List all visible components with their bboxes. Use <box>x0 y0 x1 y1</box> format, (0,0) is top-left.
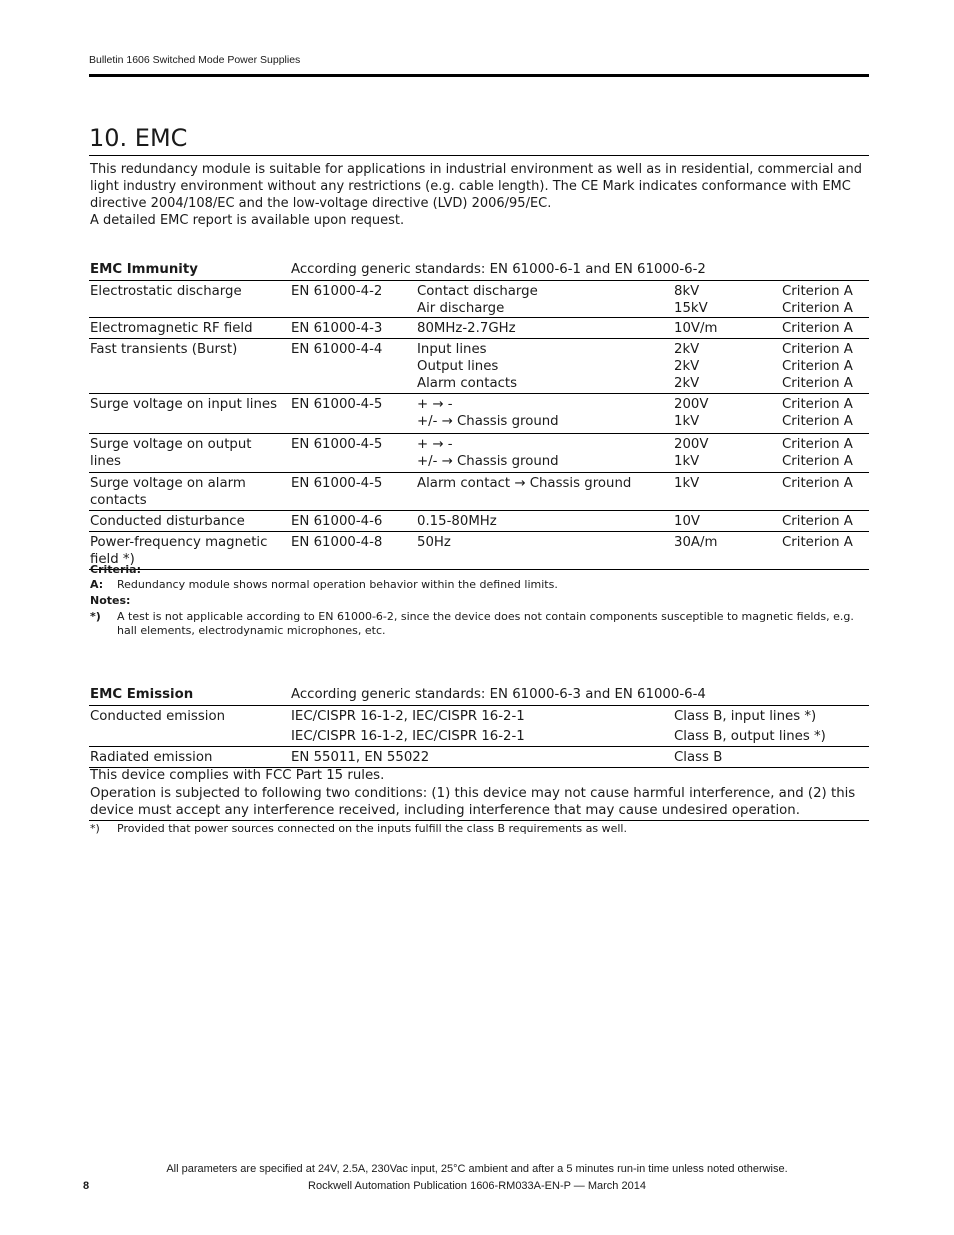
test-condition: Contact discharge Air discharge <box>417 284 538 316</box>
intro-paragraph: A detailed EMC report is available upon request. <box>90 213 405 228</box>
table-row <box>89 434 869 473</box>
immunity-label: EMC Immunity <box>90 262 198 277</box>
test-name: Surge voltage on output lines <box>90 437 252 469</box>
test-condition: 50Hz <box>417 535 451 550</box>
test-condition: 80MHz-2.7GHz <box>417 321 516 336</box>
test-level: 200V 1kV <box>674 397 709 429</box>
criteria-label: Criteria: <box>90 563 142 576</box>
emission-note-text: Provided that power sources connected on the inputs fulfill the class B requirements as well. <box>117 822 627 835</box>
fcc-conditions: Operation is subjected to following two conditions: (1) this device may not cause harmful interference, and (2) this device must accept any interference received, including interference that may cause undesired operation. <box>90 786 856 818</box>
page-number: 8 <box>83 1180 90 1192</box>
emission-standard: IEC/CISPR 16-1-2, IEC/CISPR 16-2-1 <box>291 709 525 724</box>
emission-standard: EN 55011, EN 55022 <box>291 750 430 765</box>
table-row <box>89 726 869 747</box>
test-level: 1kV <box>674 476 700 491</box>
emission-bottom-rule <box>89 820 869 821</box>
intro-text <box>90 161 870 229</box>
emission-test: Radiated emission <box>90 750 213 765</box>
emission-result: Class B, input lines *) <box>674 709 817 724</box>
test-name: Surge voltage on alarm contacts <box>90 476 246 508</box>
table-row <box>89 281 869 318</box>
test-condition: Alarm contact → Chassis ground <box>417 476 632 491</box>
fcc-line: This device complies with FCC Part 15 rules. <box>90 768 385 783</box>
emission-test: Conducted emission <box>90 709 226 724</box>
table-row <box>89 473 869 511</box>
test-standard: EN 61000-4-2 <box>291 284 383 299</box>
emission-label: EMC Emission <box>90 687 194 702</box>
emission-note-key: *) <box>90 822 100 835</box>
footer-publication: Rockwell Automation Publication 1606-RM033A-EN-P — March 2014 <box>308 1180 646 1192</box>
test-standard: EN 61000-4-4 <box>291 342 383 357</box>
running-header: Bulletin 1606 Switched Mode Power Supplies <box>89 54 301 66</box>
test-name: Surge voltage on input lines <box>90 397 278 412</box>
test-criterion: Criterion A <box>782 535 853 550</box>
test-condition: Input lines Output lines Alarm contacts <box>417 342 518 391</box>
test-criterion: Criterion A Criterion A <box>782 397 853 429</box>
test-criterion: Criterion A Criterion A <box>782 284 853 316</box>
test-name: Power-frequency magnetic field *) <box>90 535 268 567</box>
emission-result: Class B, output lines *) <box>674 729 826 744</box>
emission-standards: According generic standards: EN 61000-6-3 and EN 61000-6-4 <box>291 687 706 702</box>
table-row <box>89 706 869 726</box>
table-row <box>89 318 869 339</box>
emission-result: Class B <box>674 750 723 765</box>
test-condition: 0.15-80MHz <box>417 514 497 529</box>
emc-immunity-table <box>89 261 869 570</box>
notes-label: Notes: <box>90 594 131 607</box>
table-row <box>89 747 869 768</box>
table-header-row <box>89 686 869 706</box>
table-row <box>89 394 869 434</box>
footer-params: All parameters are specified at 24V, 2.5A, 230Vac input, 25°C ambient and after a 5 minutes run-in time unless noted otherwise. <box>166 1163 788 1175</box>
test-standard: EN 61000-4-8 <box>291 535 383 550</box>
test-criterion: Criterion A <box>782 476 853 491</box>
notes-key: *) <box>90 610 101 623</box>
criteria-text: Redundancy module shows normal operation behavior within the defined limits. <box>117 578 558 591</box>
notes-text: A test is not applicable according to EN 61000-6-2, since the device does not contain components susceptible to magnetic fields, e.g. hall elements, electrodynamic microphones, etc. <box>117 610 854 637</box>
test-standard: EN 61000-4-5 <box>291 397 383 412</box>
section-title: 10. EMC <box>89 124 188 152</box>
table-row <box>89 532 869 570</box>
test-standard: EN 61000-4-3 <box>291 321 383 336</box>
test-level: 10V <box>674 514 701 529</box>
test-level: 30A/m <box>674 535 718 550</box>
criteria-key: A: <box>90 578 104 591</box>
immunity-standards: According generic standards: EN 61000-6-1 and EN 61000-6-2 <box>291 262 706 277</box>
test-name: Electromagnetic RF field <box>90 321 253 336</box>
test-standard: EN 61000-4-5 <box>291 476 383 491</box>
table-row <box>89 339 869 394</box>
test-level: 200V 1kV <box>674 437 709 469</box>
test-name: Electrostatic discharge <box>90 284 242 299</box>
test-criterion: Criterion A <box>782 321 853 336</box>
test-standard: EN 61000-4-6 <box>291 514 383 529</box>
emission-standard: IEC/CISPR 16-1-2, IEC/CISPR 16-2-1 <box>291 729 525 744</box>
test-level: 10V/m <box>674 321 718 336</box>
test-criterion: Criterion A Criterion A Criterion A <box>782 342 853 391</box>
test-name: Conducted disturbance <box>90 514 245 529</box>
title-rule <box>89 155 869 156</box>
emc-emission-table <box>89 686 869 768</box>
test-criterion: Criterion A <box>782 514 853 529</box>
table-row <box>89 511 869 532</box>
test-criterion: Criterion A Criterion A <box>782 437 853 469</box>
test-name: Fast transients (Burst) <box>90 342 238 357</box>
table-header-row <box>89 261 869 281</box>
test-condition: + → - +/- → Chassis ground <box>417 397 559 429</box>
intro-paragraph: This redundancy module is suitable for applications in industrial environment as well as in residential, commercial and light industry environment without any restrictions (e.g. cable length). The CE Mark indicates conformance with EMC directive 2004/108/EC and the low-voltage directive (LVD) 2006/95/EC. <box>90 162 862 211</box>
fcc-compliance <box>90 767 868 819</box>
test-condition: + → - +/- → Chassis ground <box>417 437 559 469</box>
test-level: 2kV 2kV 2kV <box>674 342 700 391</box>
test-level: 8kV 15kV <box>674 284 708 316</box>
header-rule <box>89 74 869 77</box>
test-standard: EN 61000-4-5 <box>291 437 383 452</box>
